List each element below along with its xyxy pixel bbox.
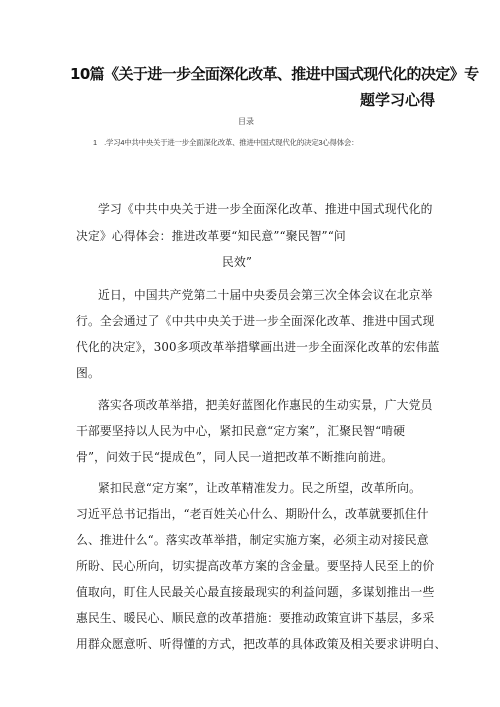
body-line-7: 图。 [76,366,100,380]
body-line-6: 代化的决定》，300多项改革举措擘画出进一步全面深化改革的宏伟蓝 [76,340,440,354]
body-line-5: 行。全会通过了《中共中央关于进一步全面深化改革、推进中国式现 [76,314,435,328]
body-line-1: 学习《中共中央关于进一步全面深化改革、推进中国式现代化的 [98,202,433,216]
body-line-10: 骨”，问效于民“提成色”，同人民一道把改革不断推向前进。 [76,450,394,464]
body-line-12: 习近平总书记指出，“老百姓关心什么、期盼什么，改革就要抓住什 [76,507,429,521]
body-line-17: 用群众愿意听、听得懂的方式，把改革的具体政策及相关要求讲明白、 [76,637,447,651]
body-line-2: 决定》心得体会：推进改革要“知民意”“聚民智”“问 [76,229,346,243]
body-line-13: 么、推进什么“。落实改革举措，制定实施方案，必须主动对接民意 [76,533,429,547]
body-line-8: 落实各项改革举措，把美好蓝图化作惠民的生动实景，广大党员 [98,398,433,412]
body-line-14: 所盼、民心所向，切实提高改革方案的含金量。要坚持人民至上的价 [76,559,435,573]
body-line-16: 惠民生、暖民心、顺民意的改革措施：要推动政策宣讲下基层，多采 [76,611,435,625]
body-line-11: 紧扣民意“定方案”，让改革精准发力。民之所望，改革所向。 [98,481,421,495]
body-line-4: 近日，中国共产党第二十届中央委员会第三次全体会议在北京举 [98,288,433,302]
document-title-line-2: 题学习心得 [360,91,436,109]
document-title-line-1: 10篇《关于进一步全面深化改革、推进中国式现代化的决定》专 [70,65,479,83]
toc-heading: 目录 [238,117,254,126]
body-line-9: 干部要坚持以人民为中心，紧扣民意“定方案”，汇聚民智“啃硬 [76,424,406,438]
body-line-15: 值取向，盯住人民最关心最直接最现实的利益问题，多谋划推出一些 [76,585,435,599]
toc-item-1[interactable]: 1 .学习4中共中央关于进一步全面深化改革、推进中国式现代化的决定3心得体会： [93,138,359,147]
body-line-3: 民效” [222,255,253,269]
